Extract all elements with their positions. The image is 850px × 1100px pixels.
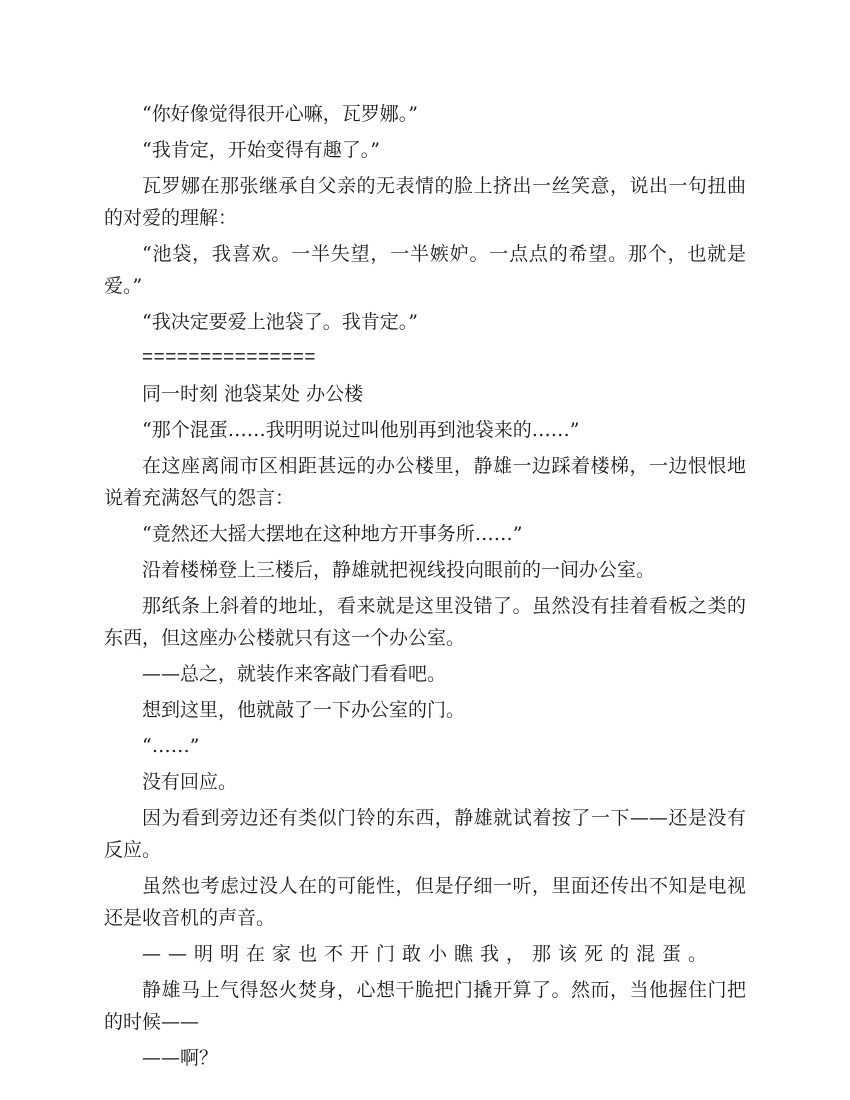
paragraph-5: “我决定要爱上池袋了。我肯定。” (142, 311, 418, 333)
paragraph-1: “你好像觉得很开心嘛，瓦罗娜。” (142, 103, 418, 125)
paragraph-11: 沿着楼梯登上三楼后，静雄就把视线投向眼前的一间办公室。 (142, 559, 656, 581)
paragraph-13: ——总之，就装作来客敲门看看吧。 (142, 663, 447, 685)
paragraph-10: “竟然还大摇大摆地在这种地方开事务所……” (142, 523, 523, 545)
paragraph-18: 虽然也考虑过没人在的可能性，但是仔细一听，里面还传出不知是电视还是收音机的声音。 (104, 875, 746, 929)
scene-heading: 同一时刻 池袋某处 办公楼 (142, 383, 364, 405)
paragraph-2: “我肯定，开始变得有趣了。” (142, 139, 380, 161)
paragraph-20: 静雄马上气得怒火焚身，心想干脆把门撬开算了。然而，当他握住门把的时候—— (104, 979, 746, 1033)
document-page (104, 98, 746, 1078)
paragraph-8: “那个混蛋……我明明说过叫他别再到池袋来的……” (142, 419, 580, 441)
section-divider: =============== (142, 347, 316, 368)
paragraph-4: “池袋，我喜欢。一半失望，一半嫉妒。一点点的希望。那个，也就是爱。” (104, 243, 746, 297)
paragraph-17: 因为看到旁边还有类似门铃的东西，静雄就试着按了一下——还是没有反应。 (104, 807, 746, 861)
paragraph-15: “……” (142, 735, 200, 757)
paragraph-9: 在这座离闹市区相距甚远的办公楼里，静雄一边踩着楼梯，一边恨恨地说着充满怒气的怨言： (104, 455, 746, 509)
paragraph-21: ——啊？ (142, 1047, 219, 1069)
paragraph-12: 那纸条上斜着的地址，看来就是这里没错了。虽然没有挂着看板之类的东西，但这座办公楼就只有这一个办公室。 (104, 595, 746, 649)
paragraph-14: 想到这里，他就敲了一下办公室的门。 (142, 699, 466, 721)
paragraph-16: 没有回应。 (142, 771, 238, 793)
paragraph-19: ——明明在家也不开门敢小瞧我，那该死的混蛋。 (142, 943, 715, 965)
paragraph-3: 瓦罗娜在那张继承自父亲的无表情的脸上挤出一丝笑意，说出一句扭曲的对爱的理解： (104, 175, 746, 229)
